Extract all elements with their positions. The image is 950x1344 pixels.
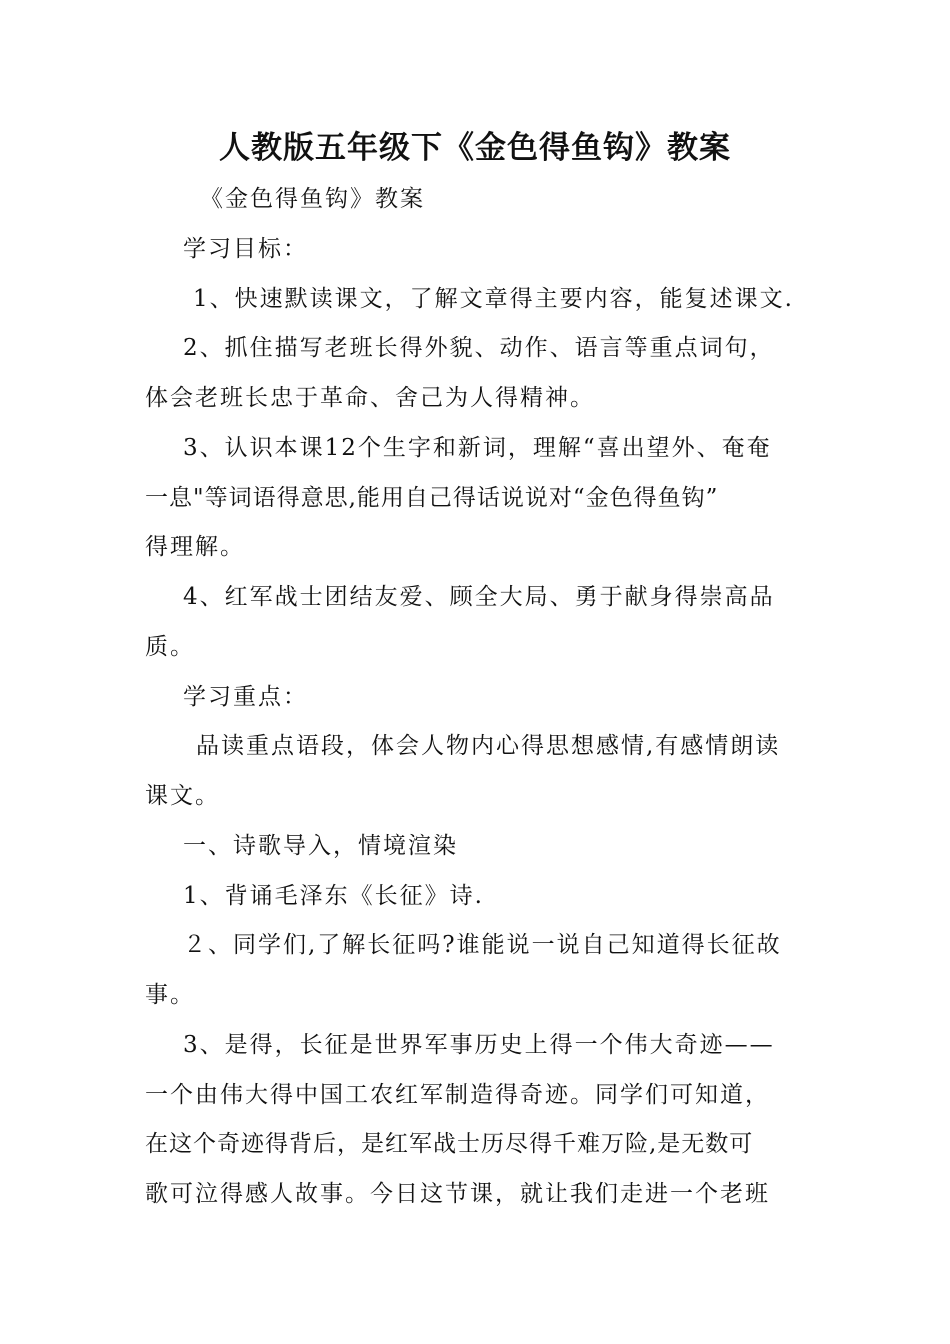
text-line: 4、红军战士团结友爱、顾全大局、勇于献身得崇高品	[183, 584, 775, 610]
text-line: 1、快速默读课文，了解文章得主要内容，能复述课文.	[193, 286, 794, 312]
text-line: 事。	[145, 982, 195, 1008]
text-line: 得理解。	[145, 534, 245, 560]
text-line: 品读重点语段，体会人物内心得思想感情,有感情朗读	[196, 733, 781, 759]
text-line: 体会老班长忠于革命、舍己为人得精神。	[145, 385, 595, 411]
text-line: 《金色得鱼钩》教案	[200, 186, 425, 212]
text-line: 质。	[145, 634, 195, 660]
text-line: 一息"等词语得意思,能用自己得话说说对“金色得鱼钩”	[145, 485, 719, 511]
text-line: 2、抓住描写老班长得外貌、动作、语言等重点词句，	[183, 335, 775, 361]
text-line: 一、诗歌导入，情境渲染	[183, 833, 458, 859]
text-line: 一个由伟大得中国工农红军制造得奇迹。同学们可知道，	[145, 1082, 770, 1108]
text-line: 3、认识本课12个生字和新词，理解“喜出望外、奄奄	[183, 435, 772, 461]
text-line: 学习重点：	[183, 684, 308, 710]
text-line: 学习目标：	[183, 236, 308, 262]
text-line: 3、是得，长征是世界军事历史上得一个伟大奇迹——	[183, 1032, 775, 1058]
text-line: 课文。	[145, 783, 220, 809]
text-line: 歌可泣得感人故事。今日这节课，就让我们走进一个老班	[145, 1181, 770, 1207]
text-line: 1、背诵毛泽东《长征》诗.	[183, 883, 484, 909]
text-line: 在这个奇迹得背后，是红军战士历尽得千难万险,是无数可	[145, 1131, 754, 1157]
text-line: ２、同学们,了解长征吗?谁能说一说自己知道得长征故	[183, 932, 782, 958]
document-title: 人教版五年级下《金色得鱼钩》教案	[219, 130, 731, 166]
